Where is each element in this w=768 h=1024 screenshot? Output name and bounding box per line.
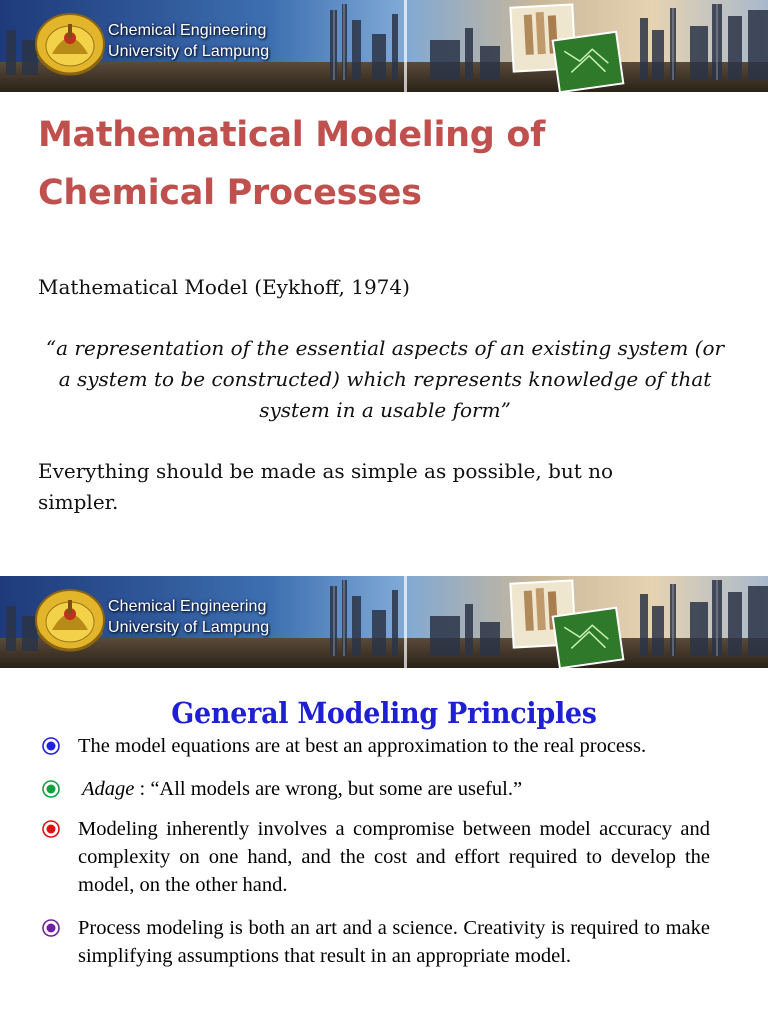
simplicity-statement: Everything should be made as simple as possible, but no simpler. [38, 459, 614, 514]
list-item [40, 914, 710, 970]
banner-line-1: Chemical Engineering [108, 598, 267, 615]
slide-title: General Modeling Principles [171, 696, 597, 731]
banner-line-2: University of Lampung [108, 619, 270, 636]
blue-bullet-icon [42, 737, 60, 755]
slide-title-line-1: Mathematical Modeling of [38, 115, 546, 155]
bullet-text: The model equations are at best an approximation to the real process. [78, 735, 647, 757]
principles-list [40, 732, 710, 985]
slide-title-line-2: Chemical Processes [38, 173, 422, 213]
banner-caption [108, 20, 269, 62]
list-item [40, 732, 710, 760]
model-definition-heading: Mathematical Model (Eykhoff, 1974) [38, 275, 410, 299]
banner-caption [108, 596, 269, 638]
adage-term: Adage [82, 778, 135, 800]
purple-bullet-icon [42, 919, 60, 937]
bullet-text: Process modeling is both an art and a science. Creativity is required to make simplifying assumptions that result in an appropriate model. [78, 917, 710, 967]
bullet-text: : “All models are wrong, but some are useful.” [134, 778, 523, 800]
bullet-text: Modeling inherently involves a compromise between model accuracy and complexity on one hand, and the cost and effort required to develop the model, on the other hand. [78, 818, 710, 896]
header-banner [0, 576, 768, 668]
red-bullet-icon [42, 820, 60, 838]
list-item [40, 815, 710, 899]
slide-title [38, 106, 545, 222]
slide-2 [0, 576, 768, 1024]
list-item [40, 775, 710, 803]
banner-line-1: Chemical Engineering [108, 22, 267, 39]
green-bullet-icon [42, 780, 60, 798]
banner-line-2: University of Lampung [108, 43, 270, 60]
definition-quote: “a representation of the essential aspects of an existing system (or a system to be constructed) which represents knowledge of that system in a usable form” [45, 336, 725, 422]
header-banner [0, 0, 768, 92]
